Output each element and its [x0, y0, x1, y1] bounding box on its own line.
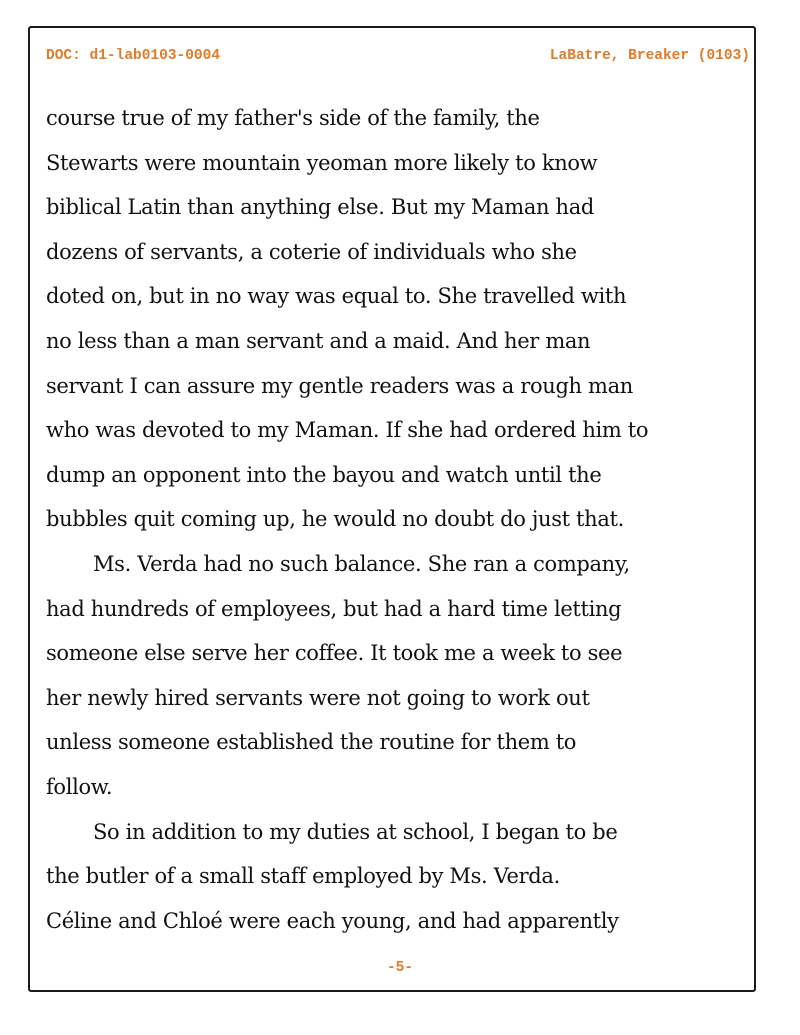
- author-label: LaBatre, Breaker (0103): [549, 48, 750, 64]
- body-text: [46, 96, 758, 943]
- document-id: DOC: d1-lab0103-0004: [46, 48, 221, 64]
- text-line: dump an opponent into the bayou and watch until the: [46, 462, 602, 487]
- text-line: who was devoted to my Maman. If she had ordered him to: [46, 418, 649, 443]
- paragraph-start-line: Ms. Verda had no such balance. She ran a company,: [93, 551, 630, 576]
- text-line: dozens of servants, a coterie of individuals who she: [46, 239, 577, 264]
- text-line: the butler of a small staff employed by Ms. Verda.: [46, 864, 560, 889]
- page-number: -5-: [386, 960, 414, 976]
- text-line: Céline and Chloé were each young, and had apparently: [46, 908, 619, 933]
- text-line: no less than a man servant and a maid. And her man: [46, 328, 591, 353]
- text-line: unless someone established the routine for them to: [46, 730, 577, 755]
- text-line: had hundreds of employees, but had a hard time letting: [46, 596, 622, 621]
- paragraph-start-line: So in addition to my duties at school, I began to be: [93, 819, 618, 844]
- page-header: [46, 48, 750, 68]
- text-line: someone else serve her coffee. It took me a week to see: [46, 641, 623, 666]
- text-line: follow.: [46, 774, 113, 799]
- text-line: biblical Latin than anything else. But my Maman had: [46, 195, 594, 220]
- text-line: servant I can assure my gentle readers was a rough man: [46, 373, 633, 398]
- text-line: Stewarts were mountain yeoman more likely to know: [46, 150, 598, 175]
- text-line: her newly hired servants were not going to work out: [46, 685, 590, 710]
- text-line: bubbles quit coming up, he would no doubt do just that.: [46, 507, 624, 532]
- text-line: doted on, but in no way was equal to. She travelled with: [46, 284, 627, 309]
- text-line: course true of my father's side of the family, the: [46, 106, 540, 130]
